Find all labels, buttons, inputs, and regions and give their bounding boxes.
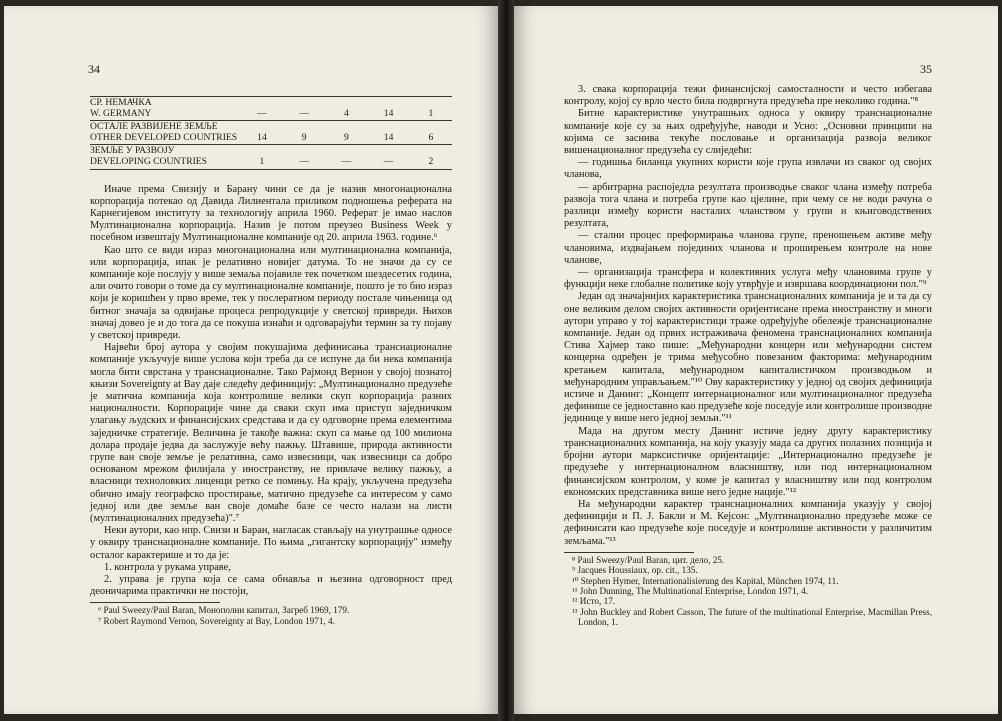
table-row bbox=[90, 97, 452, 121]
table-cell: — bbox=[283, 97, 325, 121]
footnote: ⁷ Robert Raymond Vernon, Sovereignty at Bay, London 1971, 4. bbox=[98, 615, 335, 626]
paragraph: Битне карактеристике унутрашњих односа у оквиру транснационалне компаније које су за њих одређујуће, наводи и Усно: „Основни принципи на којима се заснива текуће пословање и организација развоја великог вишенационалног предузећа су слиједећи: bbox=[564, 108, 932, 157]
paragraph: Један од значајнијих карактеристика транснационалних компанија је и та да су оне великим делом својих активности оријентисане према иностранству и многи аутори управо у тој карактеристици траже одређујуће обележје транснационалне компаније. Један од првих истраживача феномена транснационалних компанија Стива Хајмер тако пише: „Међународни концерн или међународни систем концерна одређен је трима међусобно повезаним факторима: међународним кретањем капитала, међународном капиталистичком производњом и међународним управљањем."¹⁰ Ову карактеристику у једној од својих дефиниција истиче и Данинг: „Концепт интернационалног или мултинационалног предузећа дефинише се једноставно као предузеће које поседује или контролише производне јединице у више него једној земљи."¹¹ bbox=[564, 291, 932, 425]
data-table bbox=[90, 96, 452, 170]
row-label-sr: ЗЕМЉЕ У РАЗВОЈУ bbox=[90, 145, 175, 157]
paragraph: Иначе према Свизију и Барану чини се да је назив многонационална корпорација потекао од Давида Лилиентала приликом подношења реферата на Карнегијевом институту за технологију априла 1960. Реферат је имао наслов Мултинационална корпорација. Назив је потом преузео Business Week у посебном извештају Мултинационалне компаније од 20. априла 1963. године.⁶ bbox=[90, 183, 452, 244]
list-item: 3. свака корпорација тежи финансијској самосталности и често избегава контролу, којој су врло често била подвргнута предузећа пре неколико година."⁸ bbox=[564, 84, 932, 108]
list-item: — годишња биланца укупних користи које група извлачи из сваког од својих чланова, bbox=[564, 157, 932, 181]
list-item: — стални процес преформирања чланова групе, преношењем активе међу члановима, издвајањем појединих чланова и проширењем контроле на нове чланове, bbox=[564, 230, 932, 266]
footnote: ¹³ John Buckley and Robert Casson, The future of the multinational Enterprise, Macmillan Press, London, 1. bbox=[572, 606, 932, 628]
row-label-en: DEVELOPING COUNTRIES bbox=[90, 155, 207, 167]
list-item: 1. контрола у рукама управе, bbox=[104, 561, 231, 573]
footnote: ⁶ Paul Sweezy/Paul Baran, Монополни капитал, Загреб 1969, 179. bbox=[98, 605, 350, 616]
row-label-en: OTHER DEVELOPED COUNTRIES bbox=[90, 131, 238, 143]
table-cell: 14 bbox=[367, 97, 409, 121]
table-row bbox=[90, 121, 452, 145]
left-page-content bbox=[90, 96, 452, 626]
footnote-divider bbox=[564, 552, 694, 553]
table-cell: 9 bbox=[325, 121, 367, 145]
page-number: 35 bbox=[920, 62, 932, 76]
table-cell: 2 bbox=[410, 145, 452, 169]
paragraph: На међународни карактер транснационалних компанија указују у својој дефиницији и П. Ј. Бакли и М. Кејсон: „Мултинационално предузеће може се дефинисати као предузеће које поседује и контролише активности у различитим земљама."¹³ bbox=[564, 498, 932, 547]
row-label-sr: СР. НЕМАЧКА bbox=[90, 97, 152, 108]
table-cell: 6 bbox=[410, 121, 452, 145]
paragraph: Као што се види израз многонационална или мултинационална компанија, или корпорација, ипак је релативно новијег датума. То не значи да су се компаније које послују у више земаља појавиле тек почетком шездесетих година, али очито говори о томе да су мултинационалне компаније, пошто је то био израз који је коришћен у прво време, тек у послератном периоду постале чињеница од битног значаја за одвијање процеса репродукције у светској привреди. Њихов значај довео је и до тога да се покуша изнаћи и одговарајући термин за ту појаву у светској привреди. bbox=[90, 244, 452, 341]
table-cell: 9 bbox=[283, 121, 325, 145]
table-cell: — bbox=[367, 145, 409, 169]
table-cell: 1 bbox=[241, 145, 283, 169]
list-item: — арбитрарна распоједла резултата производње сваког члана између потреба развоја тога члана и потреба групе као цјелине, при чему се не води рачуна о разлици између користи насталих чланством у групи и књиговодствених резултата, bbox=[564, 181, 932, 230]
table-cell: 14 bbox=[241, 121, 283, 145]
left-page bbox=[4, 6, 498, 714]
row-label-sr: ОСТАЛЕ РАЗВИЈЕНЕ ЗЕМЉЕ bbox=[90, 121, 218, 133]
footnote: ¹⁰ Stephen Hymer, Internationalisierung des Kapital, München 1974, 11. bbox=[572, 575, 839, 586]
table-cell: 14 bbox=[367, 121, 409, 145]
paragraph: Неки аутори, као нпр. Свизи и Баран, нагласак стављају на унутрашње односе у оквиру транснационалне компаније. По њима „гигантску корпорацију" између осталог карактерише и то да је: bbox=[90, 525, 452, 561]
row-label-en: W. GERMANY bbox=[90, 107, 152, 119]
list-item: — организација трансфера и колективних услуга међу члановима групе у функцији неке глобалне политике коју утврђује и извршава координациони пол."⁹ bbox=[564, 267, 932, 291]
list-item: 2. управа је група која се сама обнавља и њезина одговорност пред деоничарима практички не постоји, bbox=[90, 574, 452, 598]
footnote: ⁹ Jacques Houssiaux, op. cit., 135. bbox=[572, 565, 698, 576]
footnote-divider bbox=[90, 602, 220, 603]
paragraph: Мада на другом месту Данинг истиче једну другу карактеристику транснационалних компанија, на коју указују мада са других полазних позиција и бројни аутори марксистичке оријентације: „Интернационално предузеће је предузеће у интернационалном власништву, или под интернационалном финансијском контролом, у коме је капитал у власништву или под контролом економских представника више него једне нације."¹² bbox=[564, 425, 932, 498]
table-cell: — bbox=[241, 97, 283, 121]
book-gutter bbox=[498, 0, 514, 721]
right-page-content bbox=[564, 84, 932, 628]
page-number: 34 bbox=[88, 62, 100, 76]
paragraph: Највећи број аутора у својим покушајима дефинисања транснационалне компаније укључује више услова који треба да се испуне да би нека компанија могла бити сврстана у транснационалне. Тако Рајмонд Вернон у својој познатој књизи Sovereignty at Bay даје следећу дефиницију: „Мултинационално предузеће је матична компанија која контролише велики скуп корпорација разних националности. Корпорације чине да сваки скуп има приступ заједничком улагању људских и финансијских средстава и да су одговорне према елементима заједничке стратегије. Величина је такође важна: скуп са мање од 100 милиона долара продаје једва да заслужује већу пажњу. Штавише, природа активности групе ван своје земље је релативна, само извесници, чак извесници са добро основаном мрежом филијала у иностранству, не привлаче велику пажњу, а власници техноловких лиценци ретко се помињу. На крају, укључена предузећа обично имају географско простирање, матично предузеће са интересом у само једној или две земље ван своје домаће базе се често налази на листи (мултинационалних предузећа)".⁷ bbox=[90, 342, 452, 525]
right-page bbox=[514, 6, 998, 714]
table-cell: — bbox=[283, 145, 325, 169]
table-cell: 4 bbox=[325, 97, 367, 121]
footnote: ¹² Исто, 17. bbox=[572, 596, 616, 607]
table-cell: 1 bbox=[410, 97, 452, 121]
footnote: ¹¹ John Dunning, The Multinational Enterprise, London 1971, 4. bbox=[572, 585, 809, 596]
table-cell: — bbox=[325, 145, 367, 169]
footnote: ⁸ Paul Sweezy/Paul Baran, цит. дело, 25. bbox=[572, 554, 725, 565]
table-row bbox=[90, 145, 452, 169]
